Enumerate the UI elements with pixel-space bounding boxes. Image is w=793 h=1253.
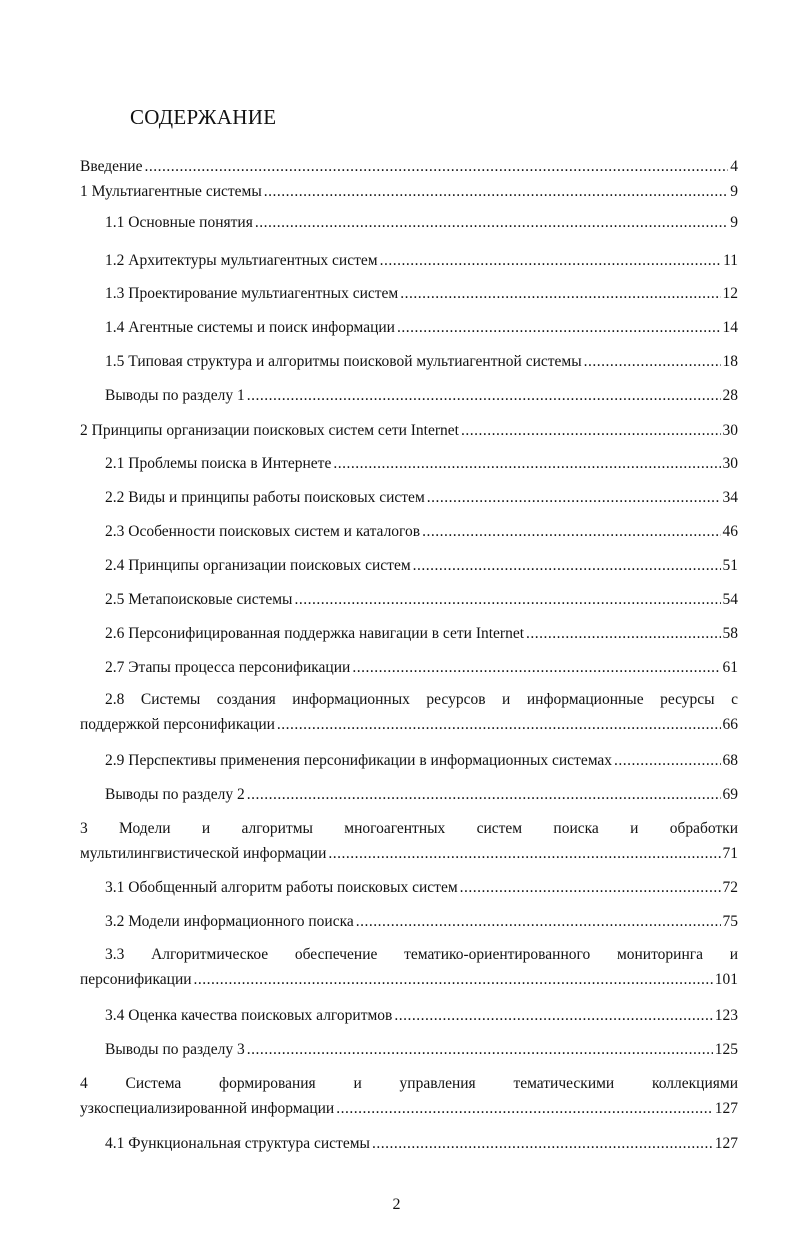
toc-entry-page: 127 (714, 1135, 738, 1152)
dot-leader (328, 843, 720, 865)
toc-entry-page: 66 (722, 716, 738, 733)
toc-entry-page: 9 (730, 183, 738, 200)
toc-entry-page: 71 (722, 845, 738, 862)
dot-leader (397, 317, 721, 339)
toc-entry-title: 2.4 Принципы организации поисковых систем (105, 557, 411, 574)
toc-entry-title: 4.1 Функциональная структура системы (105, 1135, 370, 1152)
toc-entry-first-line: 3.3 Алгоритмическое обеспечение тематико-ориентированного мониторинга и (105, 946, 738, 963)
toc-entry-first-line: 2.8 Системы создания информационных ресурсов и информационные ресурсы с (105, 691, 738, 708)
toc-entry-title: 2 Принципы организации поисковых систем сети Internet (80, 422, 459, 439)
toc-entry-title: 2.6 Персонифицированная поддержка навигации в сети Internet (105, 625, 525, 642)
toc-entry-title: Выводы по разделу 3 (105, 1041, 245, 1058)
dot-leader (400, 283, 720, 305)
toc-entry[interactable] (0, 1005, 793, 1027)
toc-entry-title: 2.2 Виды и принципы работы поисковых систем (105, 489, 425, 506)
dot-leader (277, 714, 721, 736)
dot-leader (247, 1039, 713, 1061)
dot-leader (461, 420, 721, 442)
toc-entry[interactable] (0, 589, 793, 611)
toc-entry[interactable] (0, 1039, 793, 1061)
toc-entry[interactable] (0, 487, 793, 509)
toc-entry-title: 3.1 Обобщенный алгоритм работы поисковых систем (105, 879, 458, 896)
toc-entry-title: 1 Мультиагентные системы (80, 183, 262, 200)
dot-leader (413, 555, 721, 577)
toc-entry-page: 11 (723, 252, 738, 269)
toc-entry-first-line: 3 Модели и алгоритмы многоагентных систем поиска и обработки (80, 820, 738, 837)
toc-entry-first-line: 4 Система формирования и управления тематическими коллекциями (80, 1075, 738, 1092)
toc-entry-page: 75 (722, 913, 738, 930)
toc-entry-page: 101 (714, 971, 738, 988)
dot-leader (394, 1005, 712, 1027)
toc-entry-page: 123 (714, 1007, 738, 1024)
toc-entry-title: 1.4 Агентные системы и поиск информации (105, 319, 395, 336)
toc-entry[interactable] (0, 623, 793, 645)
toc-entry-title: 2.9 Перспективы применения персонификации в информационных системах (105, 752, 613, 769)
toc-entry-title: 2.1 Проблемы поиска в Интернете (105, 455, 332, 472)
toc-entry-page: 12 (722, 285, 738, 302)
toc-entry[interactable] (0, 420, 793, 442)
dot-leader (247, 385, 721, 407)
toc-entry-page: 34 (722, 489, 738, 506)
dot-leader (422, 521, 720, 543)
dot-leader (333, 453, 720, 475)
toc-entry-page: 9 (730, 214, 738, 231)
toc-entry[interactable] (0, 1098, 793, 1120)
toc-entry-page: 14 (722, 319, 738, 336)
dot-leader (255, 212, 728, 234)
toc-entry[interactable] (0, 156, 793, 178)
toc-entry-title: 1.1 Основные понятия (105, 214, 253, 231)
toc-entry[interactable] (0, 351, 793, 373)
page-number: 2 (392, 1196, 401, 1213)
toc-entry[interactable] (0, 453, 793, 475)
dot-leader (144, 156, 728, 178)
toc-entry-page: 127 (714, 1100, 738, 1117)
toc-entry-title: 2.7 Этапы процесса персонификации (105, 659, 351, 676)
toc-entry-page: 54 (722, 591, 738, 608)
toc-entry-title: 2.3 Особенности поисковых систем и каталогов (105, 523, 421, 540)
toc-entry[interactable] (0, 385, 793, 407)
toc-entry-page: 30 (722, 455, 738, 472)
toc-entry[interactable] (0, 521, 793, 543)
toc-entry[interactable] (0, 317, 793, 339)
toc-entry-page: 72 (722, 879, 738, 896)
dot-leader (614, 750, 720, 772)
toc-entry-page: 51 (722, 557, 738, 574)
toc-entry-title: 3.2 Модели информационного поиска (105, 913, 354, 930)
toc-entry[interactable] (0, 555, 793, 577)
toc-entry[interactable] (0, 911, 793, 933)
dot-leader (460, 877, 721, 899)
dot-leader (584, 351, 721, 373)
dot-leader (526, 623, 720, 645)
toc-entry-title: Выводы по разделу 2 (105, 786, 245, 803)
toc-entry[interactable] (0, 657, 793, 679)
toc-entry-title: персонификации (80, 971, 192, 988)
dot-leader (264, 181, 729, 203)
dot-leader (380, 250, 721, 272)
toc-entry-title: мультилингвистической информации (80, 845, 327, 862)
toc-entry[interactable] (0, 181, 793, 203)
toc-entry[interactable] (0, 714, 793, 736)
toc-entry-title: 1.3 Проектирование мультиагентных систем (105, 285, 399, 302)
toc-entry[interactable] (0, 750, 793, 772)
toc-entry-title: Введение (80, 158, 143, 175)
dot-leader (247, 784, 721, 806)
dot-leader (372, 1133, 713, 1155)
dot-leader (294, 589, 720, 611)
toc-entry-page: 46 (722, 523, 738, 540)
toc-entry-page: 58 (722, 625, 738, 642)
toc-entry-title: Выводы по разделу 1 (105, 387, 245, 404)
toc-entry-title: поддержкой персонификации (80, 716, 275, 733)
toc-entry[interactable] (0, 1133, 793, 1155)
toc-entry-page: 30 (722, 422, 738, 439)
dot-leader (427, 487, 721, 509)
toc-entry[interactable] (0, 843, 793, 865)
toc-entry-title: узкоспециализированной информации (80, 1100, 335, 1117)
toc-entry-page: 28 (722, 387, 738, 404)
toc-entry-page: 61 (722, 659, 738, 676)
toc-entry[interactable] (0, 250, 793, 272)
dot-leader (194, 969, 713, 991)
toc-entry[interactable] (0, 969, 793, 991)
toc-entry-title: 1.2 Архитектуры мультиагентных систем (105, 252, 378, 269)
toc-entry-page: 4 (730, 158, 738, 175)
toc-entry[interactable] (0, 212, 793, 234)
toc-entry[interactable] (0, 877, 793, 899)
toc-entry-page: 68 (722, 752, 738, 769)
toc-entry-page: 69 (722, 786, 738, 803)
page-title: СОДЕРЖАНИЕ (130, 105, 277, 129)
toc-entry-title: 3.4 Оценка качества поисковых алгоритмов (105, 1007, 393, 1024)
toc-entry-page: 18 (722, 353, 738, 370)
dot-leader (356, 911, 721, 933)
dot-leader (352, 657, 720, 679)
toc-entry[interactable] (0, 283, 793, 305)
toc-entry-title: 2.5 Метапоисковые системы (105, 591, 293, 608)
toc-entry[interactable] (0, 784, 793, 806)
dot-leader (336, 1098, 713, 1120)
toc-entry-page: 125 (714, 1041, 738, 1058)
toc-entry-title: 1.5 Типовая структура и алгоритмы поисковой мультиагентной системы (105, 353, 582, 370)
